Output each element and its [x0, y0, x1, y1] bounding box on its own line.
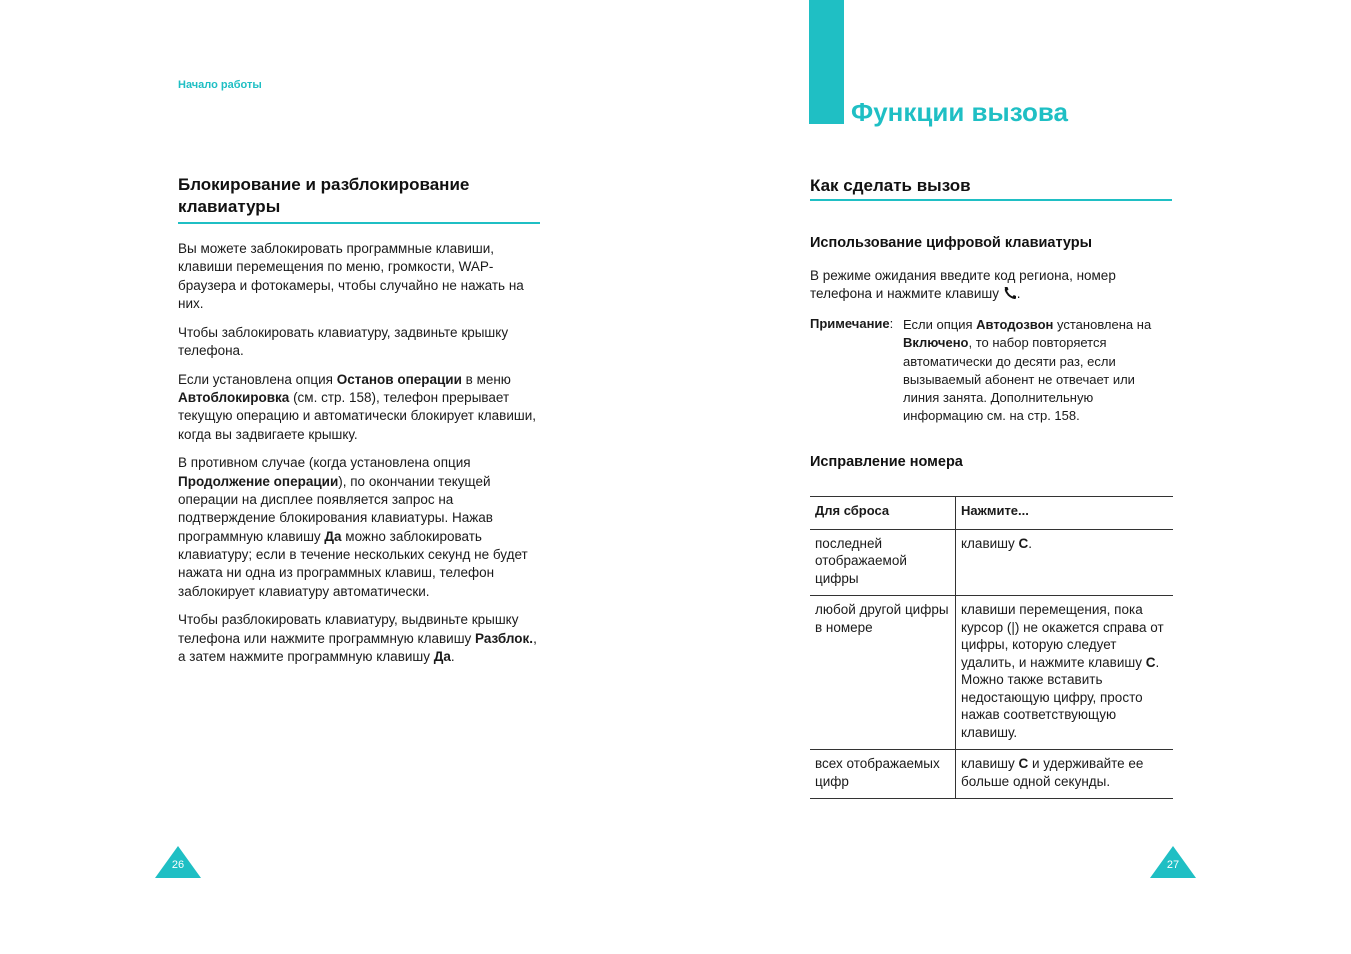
table-cell: клавишу C и удерживайте ее больше одной секунды. [961, 756, 1144, 789]
reset-table [810, 496, 1173, 799]
value-on: Включено [903, 335, 969, 351]
chapter-tab [809, 0, 844, 124]
table-row [810, 596, 1173, 750]
softkey-yes-2: Да [433, 648, 451, 664]
paragraph-5: Чтобы разблокировать клавиатуру, выдвиньте крышку телефона или нажмите программную клавишу Разблок., а затем нажмите программную клавишу Да. [178, 612, 537, 664]
table-header-row [810, 497, 1173, 530]
table-cell: любой другой цифры в номере [810, 596, 956, 750]
menu-autolock: Автоблокировка [178, 390, 290, 406]
table-row [810, 750, 1173, 799]
table-cell: клавишу C. [961, 535, 1033, 551]
section-heading-make-call: Как сделать вызов [810, 176, 971, 195]
paragraph-1: Вы можете заблокировать программные клавиши, клавиши перемещения по меню, громкости, WAP-браузера и фотокамеры, чтобы случайно не нажать на них. [178, 241, 524, 311]
heading-line-2: клавиатуры [178, 197, 281, 216]
paragraph-4: В противном случае (когда установлена опция Продолжение операции), по окончании текущей операции на дисплее появляется запрос на подтверждение блокирования клавиатуры. Нажав программную клавишу Да можно заблокировать клавиатуру; если в течение нескольких секунд не будет нажата ни одна из программных клавиш, телефон заблокирует клавиатуру автоматически. [178, 455, 528, 599]
paragraph-2: Чтобы заблокировать клавиатуру, задвиньте крышку телефона. [178, 324, 509, 358]
running-head: Начало работы [178, 79, 262, 91]
option-continue-operation: Продолжение операции [178, 473, 339, 489]
table-row [810, 529, 1173, 596]
section-heading-keypad-lock [178, 174, 540, 218]
option-autoredial: Автодозвон [976, 317, 1054, 332]
table-header-reset: Для сброса [810, 497, 956, 530]
table-cell: последней отображаемой цифры [810, 529, 956, 596]
table-header-press: Нажмите... [961, 503, 1029, 518]
softkey-yes: Да [324, 528, 342, 544]
note-body: Если опция Автодозвон установлена на Включено, то набор повторяется автоматически до десяти раз, если вызываемый абонент не отвечает или линия занята. Дополнительную информацию см. на стр. 158. [903, 317, 1152, 424]
page-number-right: 27 [1150, 846, 1196, 878]
handset-icon [1003, 286, 1017, 300]
subheading-numeric-keypad: Использование цифровой клавиатуры [810, 235, 1093, 251]
left-body [178, 240, 540, 677]
heading-rule-right [810, 199, 1172, 201]
softkey-unlock: Разблок. [475, 630, 534, 646]
table-cell: всех отображаемых цифр [810, 750, 956, 799]
paragraph-3: Если установлена опция Останов операции в меню Автоблокировка (см. стр. 158), телефон прерывает текущую операцию и автоматически блокирует клавиши, когда вы задвигаете крышку. [178, 371, 536, 442]
option-stop-operation: Останов операции [336, 371, 462, 387]
chapter-title: Функции вызова [851, 97, 1068, 127]
table-cell: клавиши перемещения, пока курсор (|) не окажется справа от цифры, которую следует удалить, и нажмите клавишу C. Можно также вставить недостающую цифру, просто нажав соответствующую клавишу. [961, 602, 1164, 740]
keypad-instructions: В режиме ожидания введите код региона, номер телефона и нажмите клавишу . [810, 268, 1116, 302]
subheading-correct-number: Исправление номера [810, 454, 963, 470]
heading-line-1: Блокирование и разблокирование [178, 175, 470, 194]
heading-rule [178, 222, 540, 224]
note-label: Примечание: [810, 316, 894, 331]
page-number-left: 26 [155, 846, 201, 878]
